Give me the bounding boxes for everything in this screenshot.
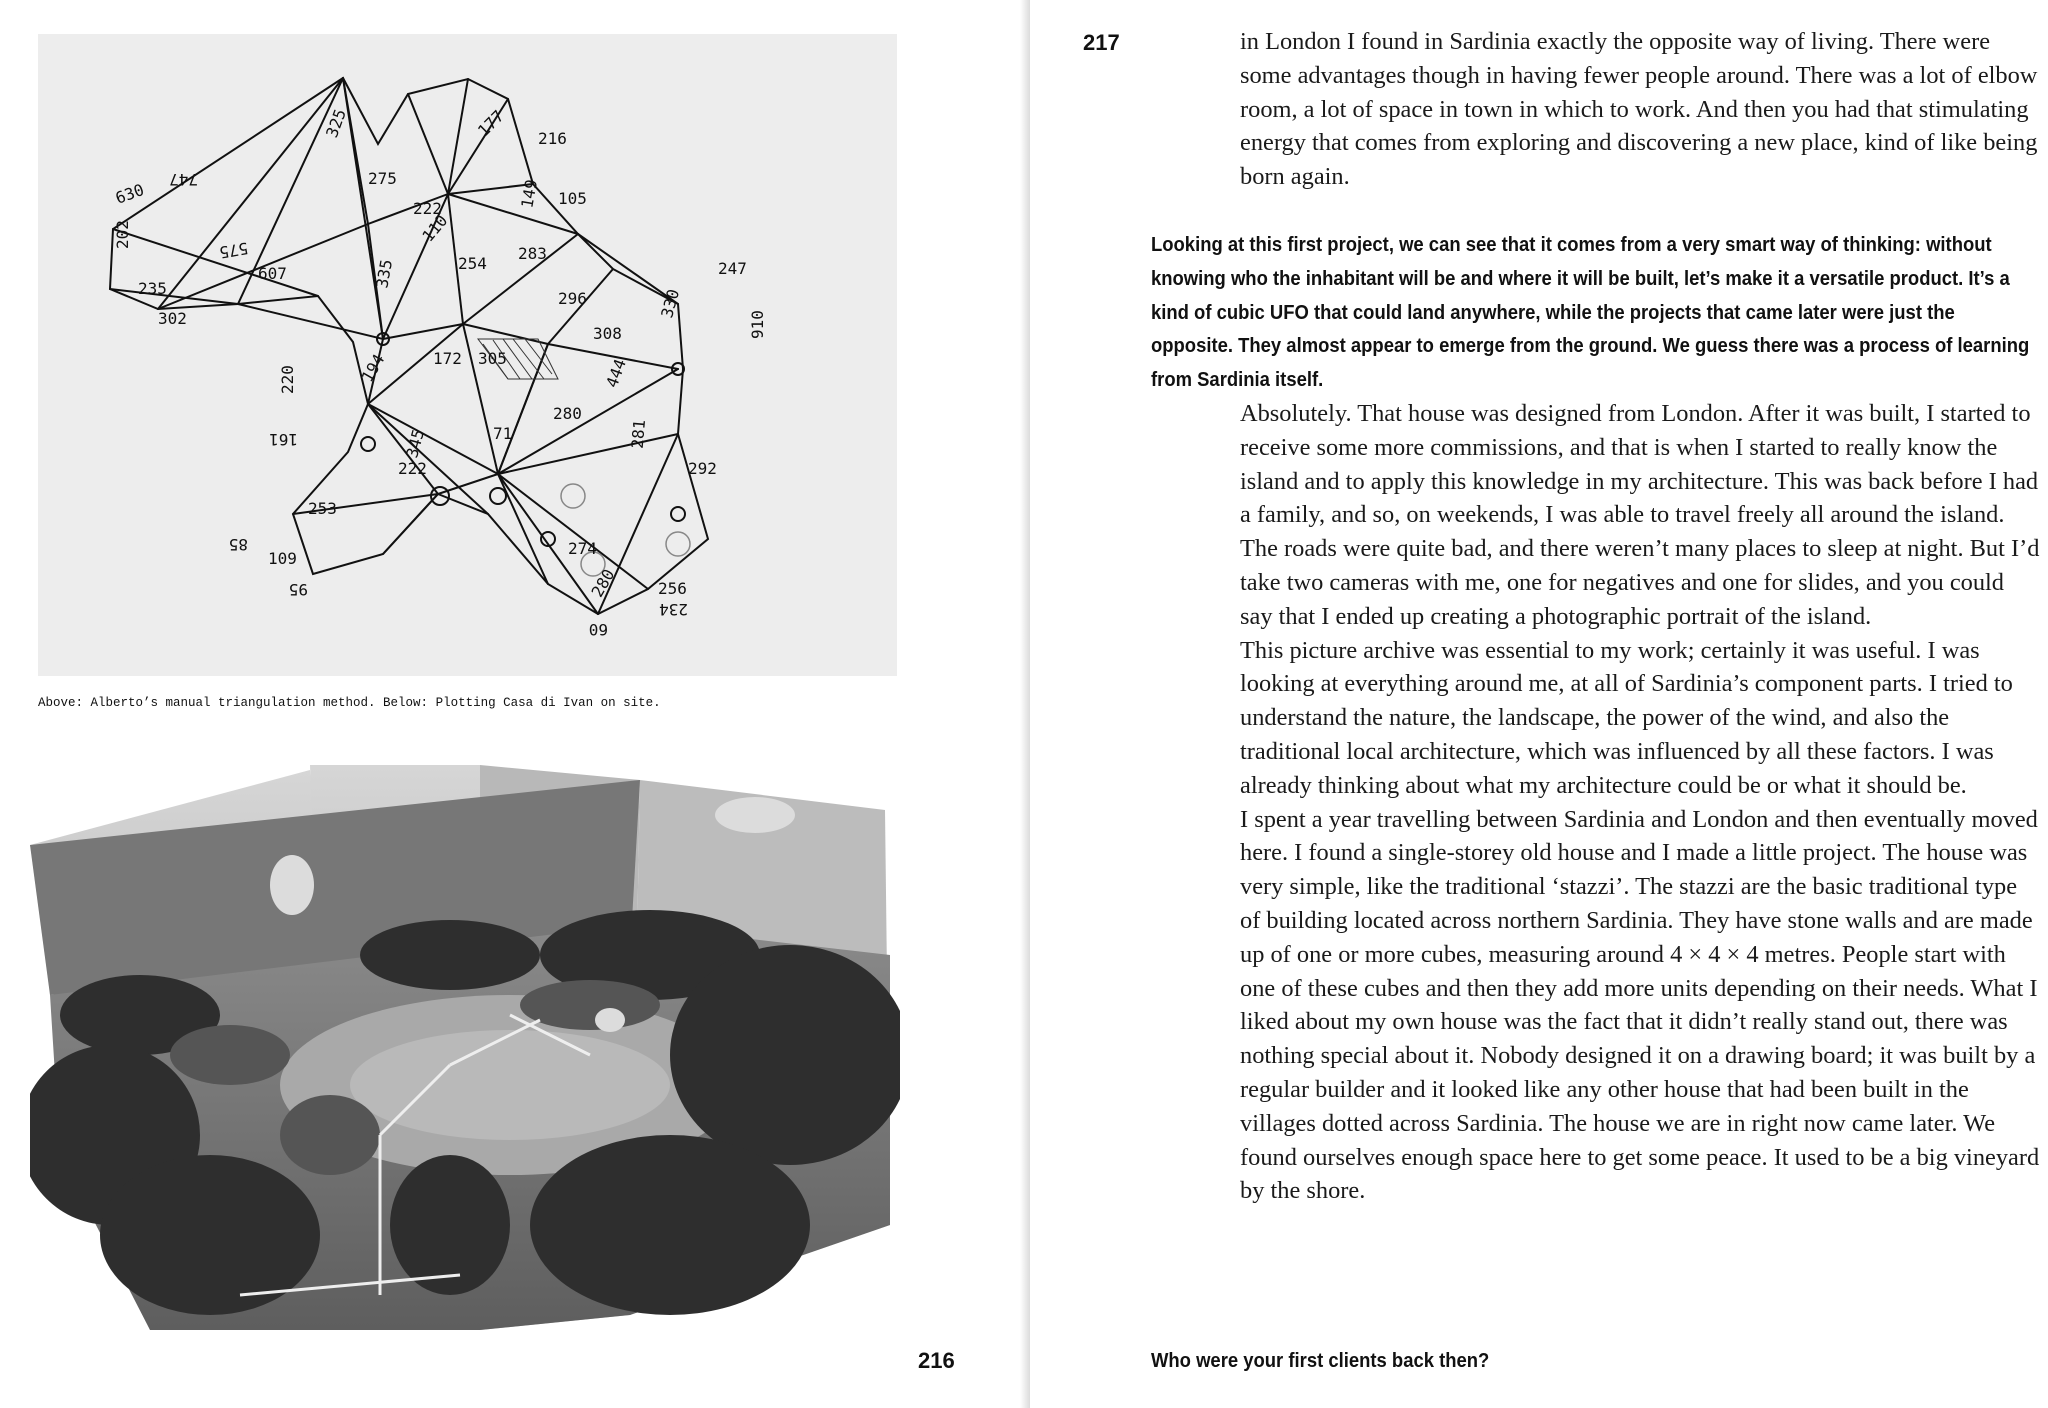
- svg-text:296: 296: [558, 289, 587, 308]
- intro-paragraph-text: in London I found in Sardinia exactly the opposite way of living. There were some advantages though in having fewer people around. There was a lot of elbow room, a lot of space in town in which to work. And then you had that stimulating energy that comes from exploring and discovering a new place, kind of like being born again.: [1240, 28, 2038, 191]
- page-number-right: 217: [1083, 30, 1120, 55]
- figure-caption: Above: Alberto’s manual triangulation method. Below: Plotting Casa di Ivan on site.: [38, 696, 661, 710]
- left-page: [0, 0, 1020, 1408]
- svg-text:335: 335: [372, 257, 397, 290]
- intro-paragraph: [1240, 25, 2040, 194]
- site-photo-collage: [30, 755, 900, 1335]
- interview-question-1: Looking at this first project, we can see that it comes from a very smart way of thinking: without knowing who the inhabitant will be and where it will be built, let’s make it a versatile product. It’s a kind of cubic UFO that could land anywhere, while the projects that came later were just the opposite. They almost appear to emerge from the ground. We guess there was a process of learning from Sardinia itself.: [1151, 233, 2030, 392]
- svg-text:194: 194: [357, 350, 389, 386]
- svg-text:235: 235: [138, 279, 167, 298]
- svg-text:253: 253: [308, 499, 337, 518]
- svg-text:302: 302: [158, 309, 187, 328]
- svg-text:575: 575: [217, 238, 250, 263]
- triangulation-drawing: [38, 34, 897, 676]
- right-page: [1030, 0, 2048, 1408]
- svg-text:105: 105: [558, 189, 587, 208]
- answer-paragraph-3: I spent a year travelling between Sardinia and London and then eventually moved here. I found a single-storey old house and I made a little project. The house was very simple, like the traditional ‘stazzi’. The stazzi are the basic traditional type of building located across northern Sardinia. They have stone walls and are made up of one or more cubes, measuring around 4 × 4 × 4 metres. People start with one of these cubes and then they add more units depending on their needs. What I liked about my own house was the fact that it didn’t really stand out, there was nothing special about it. Nobody designed it on a drawing board; it was built by a regular builder and it looked like any other house that had been built in the villages dotted across Sardinia. The house we are in right now came later. We found ourselves enough space here to get some peace. It used to be a big vineyard by the shore.: [1240, 805, 2040, 1205]
- svg-text:280: 280: [587, 565, 619, 601]
- svg-text:444: 444: [602, 356, 630, 391]
- triangulation-sketch-icon: [38, 34, 897, 676]
- svg-text:308: 308: [593, 324, 622, 343]
- svg-text:274: 274: [568, 539, 597, 558]
- svg-text:234: 234: [659, 600, 688, 619]
- answer-paragraph-1: Absolutely. That house was designed from London. After it was built, I started to receive some more commissions, and that is when I started to really know the island and to apply this knowledge in my architecture. This was back before I had a family, and so, on weekends, I was able to travel freely all around the island. The roads were quite bad, and there weren’t many places to sleep at night. But I’d take two cameras with me, one for negatives and one for slides, and you could say that I ended up creating a photographic portrait of the island.: [1240, 400, 2040, 630]
- svg-text:71: 71: [493, 424, 513, 443]
- svg-text:222: 222: [398, 459, 427, 478]
- svg-text:345: 345: [402, 427, 429, 460]
- svg-text:95: 95: [288, 580, 308, 599]
- svg-text:305: 305: [478, 349, 507, 368]
- svg-text:216: 216: [538, 129, 567, 148]
- svg-text:630: 630: [112, 180, 147, 208]
- svg-text:283: 283: [518, 244, 547, 263]
- svg-text:281: 281: [627, 418, 650, 450]
- svg-text:161: 161: [269, 430, 298, 449]
- svg-text:275: 275: [368, 169, 397, 188]
- svg-text:747: 747: [169, 170, 198, 189]
- svg-text:149: 149: [517, 177, 542, 210]
- svg-text:177: 177: [473, 106, 508, 141]
- svg-text:254: 254: [458, 254, 487, 273]
- svg-text:607: 607: [258, 264, 287, 283]
- page-number-left: 216: [918, 1348, 955, 1373]
- interview-question-2: Who were your first clients back then?: [1151, 1349, 1490, 1372]
- svg-text:60: 60: [588, 620, 608, 639]
- interview-answer-1: [1240, 397, 2040, 1208]
- svg-text:280: 280: [553, 404, 582, 423]
- answer-paragraph-2: This picture archive was essential to my work; certainly it was useful. I was looking at everything around me, at all of Sardinia’s component parts. I tried to understand the nature, the landscape, the power of the wind, and also the traditional local architecture, which was influenced by all these factors. I was already thinking about what my architecture could be or what it should be.: [1240, 636, 2013, 799]
- svg-text:110: 110: [418, 211, 452, 246]
- svg-text:222: 222: [413, 199, 442, 218]
- svg-text:247: 247: [718, 259, 747, 278]
- svg-text:256: 256: [658, 579, 687, 598]
- svg-text:85: 85: [228, 535, 248, 554]
- svg-text:202: 202: [113, 220, 132, 249]
- svg-text:220: 220: [278, 365, 297, 394]
- svg-text:325: 325: [322, 106, 350, 141]
- svg-text:910: 910: [748, 310, 767, 339]
- site-panorama-photo-icon: [30, 755, 900, 1335]
- svg-text:292: 292: [688, 459, 717, 478]
- svg-text:330: 330: [657, 287, 684, 320]
- svg-text:172: 172: [433, 349, 462, 368]
- svg-text:109: 109: [268, 549, 297, 568]
